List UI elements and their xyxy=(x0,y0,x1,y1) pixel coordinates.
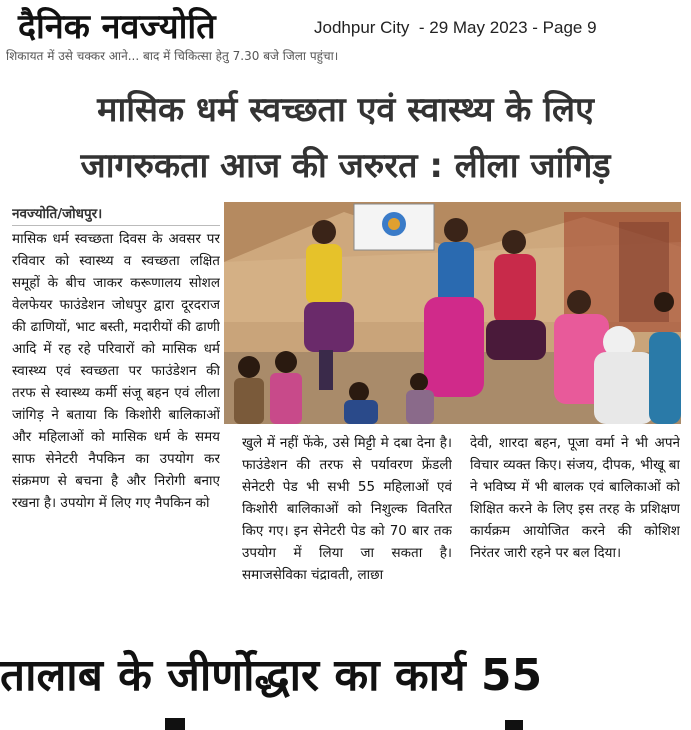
article-column-2: खुले में नहीं फेंके, उसे मिट्टी मे दबा देना है। फाउंडेशन की तरफ से पर्यावरण फ्रेंडली सेनेटरी पेड भी सभी 55 महिलाओं एवं किशोरी बालिकाओं को निशुल्क वितरित किए गए। इन सेनेटरी पेड को 70 बार तक उपयोग में लिया जा सकता है। समाजसेविका चंद्रावती, लाछा xyxy=(242,435,452,583)
edition-info: Jodhpur City - 29 May 2023 - Page 9 xyxy=(314,18,597,37)
newspaper-logo: दैनिक नवज्योति xyxy=(18,7,216,47)
dateline: नवज्योति/जोधपुर। xyxy=(12,203,220,226)
next-article-headline: तालाब के जीर्णोद्धार का कार्य 55 xyxy=(0,650,543,701)
masthead xyxy=(0,0,691,52)
next-headline-partial xyxy=(0,712,691,730)
headline-line-1: मासिक धर्म स्वच्छता एवं स्वास्थ्य के लिए xyxy=(97,90,594,130)
article-photo xyxy=(224,202,681,424)
cutoff-text-line: शिकायत में उसे चक्कर आने... बाद में चिकित्सा हेतु 7.30 बजे जिला पहुंचा। xyxy=(6,49,339,63)
headline-line-2: जागरुकता आज की जरुरत : लीला जांगिड़ xyxy=(80,146,611,186)
article-col1-text: मासिक धर्म स्वच्छता दिवस के अवसर पर रविवार को स्वास्थ्य व स्वच्छता लक्षित समूहों के बीच जाकर करूणालय सोशल वेलफेयर फाउंडेशन जोधपुर द्वारा दूरदराज की ढाणियों, भाट बस्ती, मदारीयों की ढाणी आदि में रह रहे परिवारों को मासिक धर्म स्वास्थ्य एवं स्वच्छता पर फाउंडेशन की तरफ से स्वास्थ्य कर्मी संजू बहन एवं लीला जांगिड़ ने बताया कि किशोरी बालिकाओं और महिलाओं को मासिक धर्म के समय साफ सेनेटरी नैपकिन का उपयोग कर संक्रमण से बचना है और निरोगी बनाए रखना है। उपयोग में लिए गए नैपकिन को xyxy=(12,231,220,511)
article-column-1 xyxy=(12,203,220,615)
photo-illustration xyxy=(224,202,681,424)
cropped-text-shapes xyxy=(0,712,691,730)
article-column-3: देवी, शारदा बहन, पूजा वर्मा ने भी अपने विचार व्यक्त किए। संजय, दीपक, भीखू बा ने भविष्य में भी बालक एवं बालिकाओं को शिक्षित करने के लिए इस तरह के प्रशिक्षण कार्यक्रम आयोजित करने की कोशिश निरंतर जारी रहने पर बल दिया। xyxy=(470,435,680,561)
